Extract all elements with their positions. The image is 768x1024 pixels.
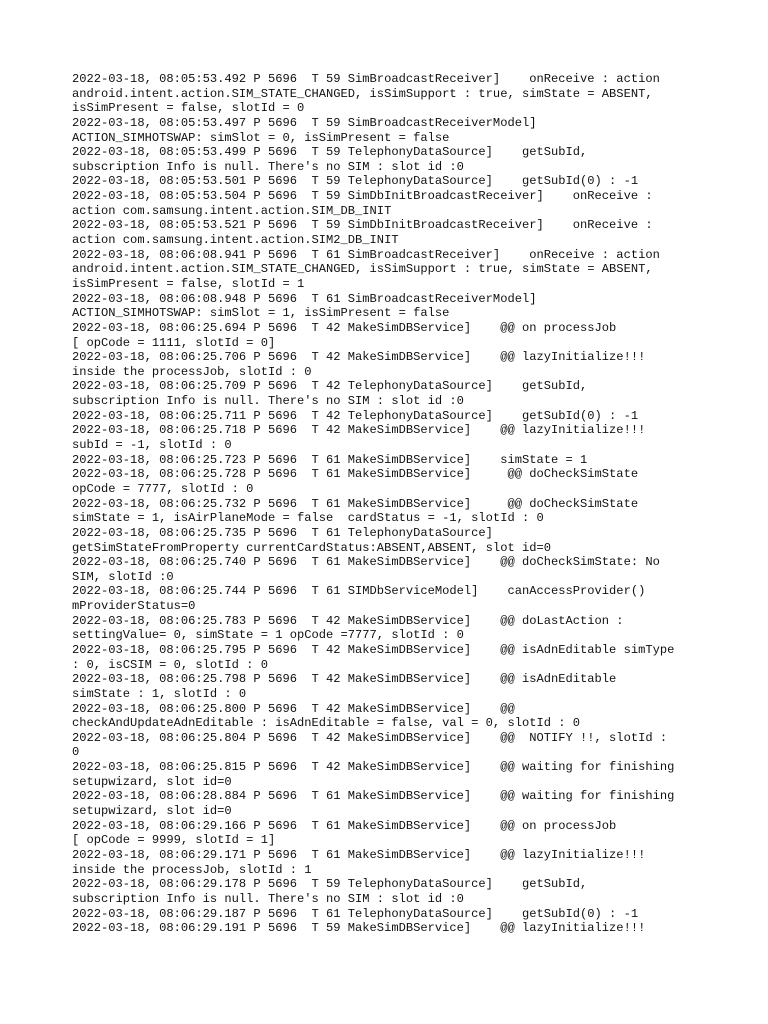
log-line: 2022-03-18, 08:06:25.804 P 5696 T 42 MakeSimDBService] @@ NOTIFY !!, slotId : — [72, 730, 668, 745]
log-line: SIM, slotId :0 — [72, 569, 174, 584]
log-line: 2022-03-18, 08:06:25.694 P 5696 T 42 MakeSimDBService] @@ on processJob — [72, 320, 617, 335]
log-line: 2022-03-18, 08:06:29.171 P 5696 T 61 MakeSimDBService] @@ lazyInitialize!!! — [72, 847, 646, 862]
log-line: opCode = 7777, slotId : 0 — [72, 481, 254, 496]
log-line: 2022-03-18, 08:06:25.740 P 5696 T 61 MakeSimDBService] @@ doCheckSimState: No — [72, 555, 660, 570]
log-line: 2022-03-18, 08:05:53.499 P 5696 T 59 TelephonyDataSource] getSubId, — [72, 145, 588, 160]
log-line: setupwizard, slot id=0 — [72, 804, 232, 819]
log-line: 2022-03-18, 08:06:25.728 P 5696 T 61 MakeSimDBService] @@ doCheckSimState — [72, 467, 639, 482]
log-line: checkAndUpdateAdnEditable : isAdnEditable = false, val = 0, slotId : 0 — [72, 716, 581, 731]
log-line: isSimPresent = false, slotId = 0 — [72, 101, 305, 116]
log-line: subscription Info is null. There's no SIM : slot id :0 — [72, 394, 464, 409]
log-line: getSimStateFromProperty currentCardStatus:ABSENT,ABSENT, slot id=0 — [72, 540, 551, 555]
log-line: 2022-03-18, 08:06:08.948 P 5696 T 61 SimBroadcastReceiverModel] — [72, 291, 537, 306]
log-line: 2022-03-18, 08:05:53.497 P 5696 T 59 SimBroadcastReceiverModel] — [72, 115, 537, 130]
log-line: 2022-03-18, 08:06:25.795 P 5696 T 42 MakeSimDBService] @@ isAdnEditable simType — [72, 642, 675, 657]
log-line: 2022-03-18, 08:06:25.744 P 5696 T 61 SIMDbServiceModel] canAccessProvider() — [72, 584, 646, 599]
log-line: 2022-03-18, 08:06:25.709 P 5696 T 42 TelephonyDataSource] getSubId, — [72, 379, 588, 394]
log-line: 2022-03-18, 08:06:29.166 P 5696 T 61 MakeSimDBService] @@ on processJob — [72, 818, 617, 833]
log-line: 2022-03-18, 08:06:25.732 P 5696 T 61 MakeSimDBService] @@ doCheckSimState — [72, 496, 639, 511]
log-line: 2022-03-18, 08:05:53.504 P 5696 T 59 SimDbInitBroadcastReceiver] onReceive : — [72, 189, 653, 204]
log-line: 2022-03-18, 08:06:25.706 P 5696 T 42 MakeSimDBService] @@ lazyInitialize!!! — [72, 350, 646, 365]
log-line: subscription Info is null. There's no SIM : slot id :0 — [72, 159, 464, 174]
log-line: android.intent.action.SIM_STATE_CHANGED, isSimSupport : true, simState = ABSENT, — [72, 262, 653, 277]
log-line: subscription Info is null. There's no SIM : slot id :0 — [72, 891, 464, 906]
log-line: 2022-03-18, 08:06:29.191 P 5696 T 59 MakeSimDBService] @@ lazyInitialize!!! — [72, 921, 646, 936]
log-line: inside the processJob, slotId : 1 — [72, 862, 312, 877]
log-line: 2022-03-18, 08:06:29.178 P 5696 T 59 TelephonyDataSource] getSubId, — [72, 877, 588, 892]
log-line: : 0, isCSIM = 0, slotId : 0 — [72, 657, 268, 672]
log-line: 2022-03-18, 08:06:25.711 P 5696 T 42 TelephonyDataSource] getSubId(0) : -1 — [72, 408, 639, 423]
log-line: 2022-03-18, 08:06:25.783 P 5696 T 42 MakeSimDBService] @@ doLastAction : — [72, 613, 624, 628]
log-line: 2022-03-18, 08:06:25.798 P 5696 T 42 MakeSimDBService] @@ isAdnEditable — [72, 672, 617, 687]
log-document — [72, 72, 712, 936]
log-line: simState = 1, isAirPlaneMode = false cardStatus = -1, slotId : 0 — [72, 511, 544, 526]
log-line: [ opCode = 1111, slotId = 0] — [72, 335, 276, 350]
log-line: ACTION_SIMHOTSWAP: simSlot = 1, isSimPresent = false — [72, 306, 450, 321]
log-line: 2022-03-18, 08:06:08.941 P 5696 T 61 SimBroadcastReceiver] onReceive : action — [72, 247, 660, 262]
log-line: 2022-03-18, 08:06:25.718 P 5696 T 42 MakeSimDBService] @@ lazyInitialize!!! — [72, 423, 646, 438]
log-line: 2022-03-18, 08:05:53.501 P 5696 T 59 TelephonyDataSource] getSubId(0) : -1 — [72, 174, 639, 189]
log-line: inside the processJob, slotId : 0 — [72, 364, 312, 379]
log-line: setupwizard, slot id=0 — [72, 774, 232, 789]
log-line: subId = -1, slotId : 0 — [72, 438, 232, 453]
log-line: 2022-03-18, 08:06:28.884 P 5696 T 61 MakeSimDBService] @@ waiting for finishing — [72, 789, 675, 804]
log-line: action com.samsung.intent.action.SIM2_DB_INIT — [72, 233, 399, 248]
log-line: 0 — [72, 745, 80, 760]
log-line: 2022-03-18, 08:05:53.492 P 5696 T 59 SimBroadcastReceiver] onReceive : action — [72, 72, 660, 86]
log-line: simState : 1, slotId : 0 — [72, 686, 247, 701]
log-line: mProviderStatus=0 — [72, 599, 196, 614]
log-line: 2022-03-18, 08:05:53.521 P 5696 T 59 SimDbInitBroadcastReceiver] onReceive : — [72, 218, 653, 233]
log-line: settingValue= 0, simState = 1 opCode =7777, slotId : 0 — [72, 628, 464, 643]
log-line: 2022-03-18, 08:06:25.735 P 5696 T 61 TelephonyDataSource] — [72, 525, 493, 540]
log-line: [ opCode = 9999, slotId = 1] — [72, 833, 276, 848]
log-line: ACTION_SIMHOTSWAP: simSlot = 0, isSimPresent = false — [72, 130, 450, 145]
log-line: action com.samsung.intent.action.SIM_DB_INIT — [72, 203, 392, 218]
log-line: 2022-03-18, 08:06:29.187 P 5696 T 61 TelephonyDataSource] getSubId(0) : -1 — [72, 906, 639, 921]
log-line: isSimPresent = false, slotId = 1 — [72, 276, 305, 291]
log-line: 2022-03-18, 08:06:25.723 P 5696 T 61 MakeSimDBService] simState = 1 — [72, 452, 588, 467]
log-line: 2022-03-18, 08:06:25.815 P 5696 T 42 MakeSimDBService] @@ waiting for finishing — [72, 760, 675, 775]
log-line: 2022-03-18, 08:06:25.800 P 5696 T 42 MakeSimDBService] @@ — [72, 701, 515, 716]
log-line: android.intent.action.SIM_STATE_CHANGED, isSimSupport : true, simState = ABSENT, — [72, 86, 653, 101]
